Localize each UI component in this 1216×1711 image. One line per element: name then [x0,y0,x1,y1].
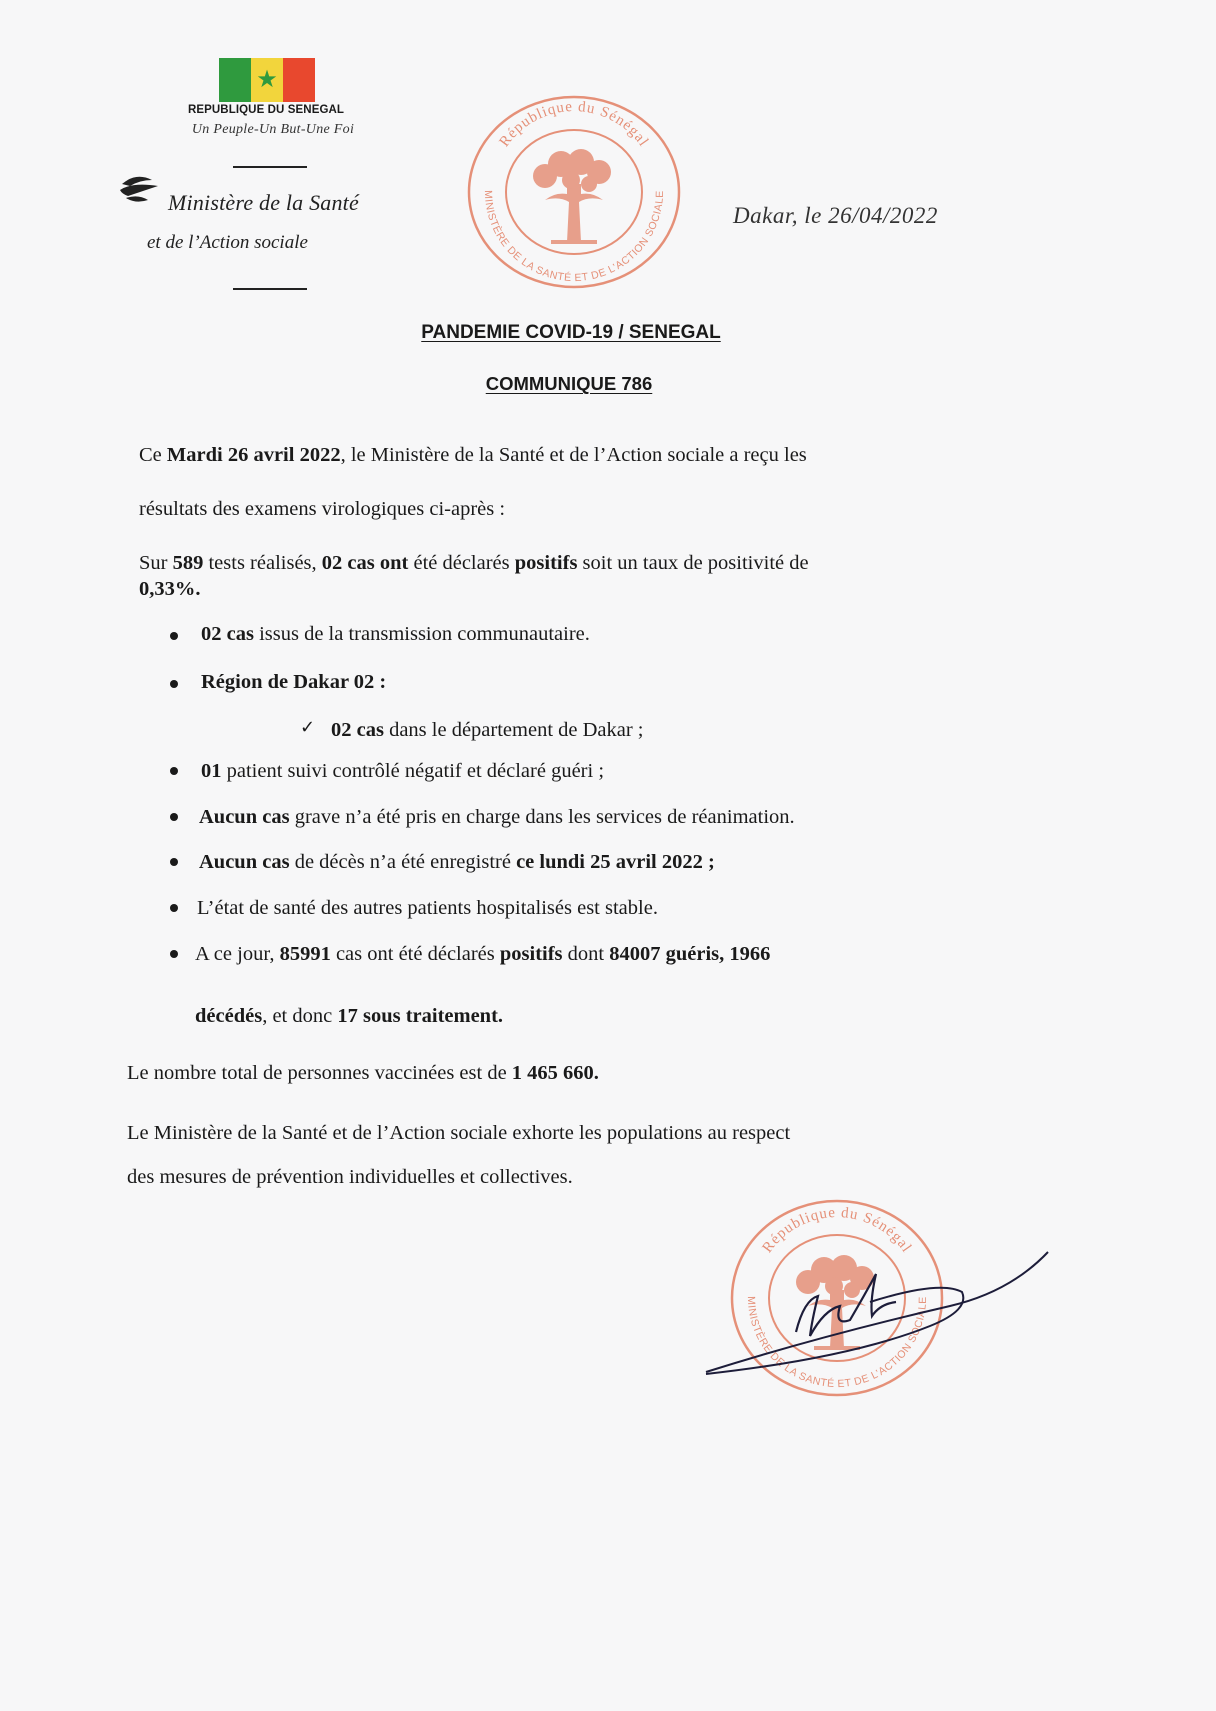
stamp-ring-top: République du Sénégal [496,98,652,150]
document-date: Dakar, le 26/04/2022 [733,203,938,228]
divider [233,288,307,290]
ministry-name-line2: et de l’Action sociale [147,232,308,253]
list-item-community: 02 cas issus de la transmission communautaire. [201,623,590,645]
baobab-icon [533,149,611,244]
closing-line2: des mesures de prévention individuelles et collectives. [127,1166,573,1188]
divider [233,166,307,168]
official-stamp [463,92,685,292]
list-item-totals: A ce jour, 85991 cas ont été déclarés positifs dont 84007 guéris, 1966 [195,943,771,965]
bullet-icon [170,950,178,958]
list-item-stable: L’état de santé des autres patients hospitalisés est stable. [197,897,658,919]
intro-line2: résultats des examens virologiques ci-après : [139,498,506,520]
closing-line1: Le Ministère de la Santé et de l’Action sociale exhorte les populations au respect [127,1122,791,1144]
vaccination-total: Le nombre total de personnes vaccinées est de 1 465 660. [127,1062,599,1084]
checkmark-icon: ✓ [300,717,316,738]
signature [700,1240,1060,1390]
senegal-flag [219,58,315,102]
bullet-icon [170,632,178,640]
bullet-icon [170,904,178,912]
bullet-icon [170,767,178,775]
list-item-region: Région de Dakar 02 : [201,671,387,693]
communique-number: COMMUNIQUE 786 [485,373,653,394]
stamp-ring-top: République du Sénégal [759,1204,915,1256]
sub-item-department: 02 cas dans le département de Dakar ; [331,719,644,741]
republic-name: REPUBLIQUE DU SENEGAL [187,104,345,116]
intro-line1: Ce Mardi 26 avril 2022, le Ministère de la Santé et de l’Action sociale a reçu les [139,444,807,466]
star-icon: ★ [256,65,278,93]
bullet-icon [170,680,178,688]
document-title: PANDEMIE COVID-19 / SENEGAL [421,322,721,343]
bullet-icon [170,858,178,866]
stamp-ring-bottom: MINISTÈRE DE LA SANTÉ ET DE L’ACTION SOCIALE [481,189,667,285]
positivity-rate: 0,33%. [139,578,201,600]
bullet-icon [170,813,178,821]
national-motto: Un Peuple-Un But-Une Foi [191,122,355,137]
svg-text:République du Sénégal [497,99,652,150]
list-item-recovered: 01 patient suivi contrôlé négatif et déclaré guéri ; [201,760,605,782]
ministry-name-line1: Ministère de la Santé [168,190,359,215]
ministry-logo-icon [118,170,160,206]
list-item-deaths: Aucun cas de décès n’a été enregistré ce lundi 25 avril 2022 ; [199,851,715,873]
stamp-ring-bottom: MINISTÈRE DE LA SANTÉ ET DE L’ACTION SOCIALE [744,1295,930,1391]
list-item-severe: Aucun cas grave n’a été pris en charge dans les services de réanimation. [199,806,795,828]
tests-line1: Sur 589 tests réalisés, 02 cas ont été déclarés positifs soit un taux de positivité de [139,552,809,574]
list-item-totals-cont: décédés, et donc 17 sous traitement. [195,1005,504,1027]
